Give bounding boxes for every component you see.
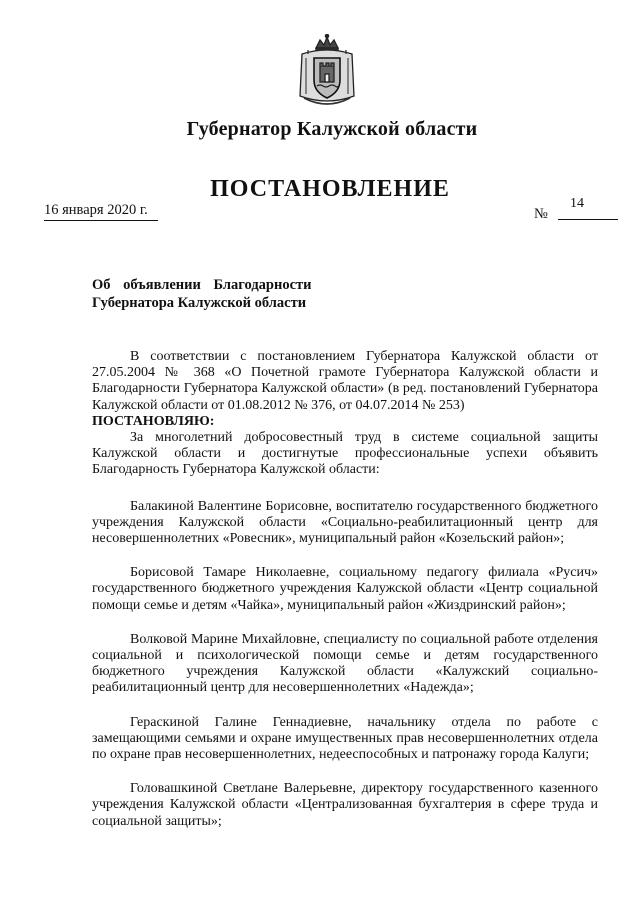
award-item: Гераскиной Галине Геннадиевне, начальнику отдела по работе с замещающими семьями и охране имущественных прав несовершеннолетних отдела по охране прав несовершеннолетних, недееспособных и патронажу города Калуги; <box>92 714 598 763</box>
document-body <box>92 349 598 830</box>
decree-word: ПОСТАНОВЛЯЮ: <box>92 413 215 429</box>
award-item: Головашкиной Светлане Валерьевне, директору государственного казенного учреждения Калужской области «Централизованная бухгалтерия в сфере труда и социальной защиты»; <box>92 781 598 829</box>
intro-paragraph: За многолетний добросовестный труд в системе социальной защиты Калужской области и достигнутые профессиональные успехи объявить Благодарность Губернатора Калужской области: <box>92 430 598 478</box>
issuer-title: Губернатор Калужской области <box>186 118 478 140</box>
award-item: Волковой Марине Михайловне, специалисту по социальной работе отделения социальной и психологической помощи семье и детям государственного бюджетного учреждения Калужской области «Калужский социально-реабилитационный центр для несовершеннолетних «Надежда»; <box>92 631 598 696</box>
document-type-heading: ПОСТАНОВЛЕНИЕ <box>210 176 450 202</box>
document-number: 14 <box>570 196 584 211</box>
subject-line-1: Об объявлении Благодарности <box>92 277 312 293</box>
subject-line-2: Губернатора Калужской области <box>92 295 307 311</box>
award-item: Балакиной Валентине Борисовне, воспитателю государственного бюджетного учреждения Калужской области «Социально-реабилитационный центр для несовершеннолетних «Ровесник», муниципальный район «Козельский район»; <box>92 498 598 547</box>
number-underline <box>558 219 618 220</box>
document-date: 16 января 2020 г. <box>44 202 158 221</box>
preamble-paragraph: В соответствии с постановлением Губернатора Калужской области от 27.05.2004 № 368 «О Почетной грамоте Губернатора Калужской области и Благодарности Губернатора Калужской области» (в ред. постановлений Губернатора Калужской области от 01.08.2012 № 376, от 04.07.2014 № 253) <box>92 349 598 413</box>
number-sign: № <box>534 206 548 222</box>
award-item: Борисовой Тамаре Николаевне, социальному педагогу филиала «Русич» государственного бюджетного учреждения Калужской области «Центр социальной помощи семье и детям «Чайка», муниципальный район «Жиздринский район»; <box>92 565 598 613</box>
coat-of-arms-icon <box>296 34 358 110</box>
document-subject <box>92 276 332 312</box>
